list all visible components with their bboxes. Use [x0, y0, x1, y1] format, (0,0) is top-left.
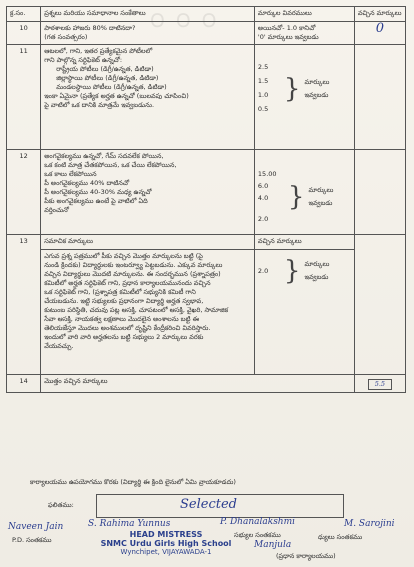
stamp-line: SNMC Urdu Girls High School	[100, 539, 232, 548]
marks-label	[304, 78, 329, 100]
result-label: ఫలితము:	[48, 501, 74, 509]
question-line: అంగవైకల్యము ఉన్నచో, గేమ్ సదవలేక పోయిన,	[44, 152, 164, 160]
marks-label-line: మార్కులు	[308, 186, 334, 194]
given-marks-value: 0	[375, 21, 385, 36]
question-line: ఒక సర్టిఫికెట్ గాని, (ప్రశ్నాపత్ర కమిటీలో సభ్యునికి కమిటీ గాని	[44, 288, 196, 296]
question-line: పీకు అంగవైకల్యము ఉంటే పై వాటిలో ఏది	[44, 197, 148, 205]
header-given: వచ్చిన మార్కులు	[354, 7, 405, 22]
question-line: సేవా ఆసక్తి, నాయకత్వ లక్షణాలు మొదలైన అంశాలను బట్టి ఈ	[44, 315, 200, 323]
header-marks: మార్కుల వివరములు	[254, 7, 354, 22]
marks-label	[308, 186, 333, 208]
marks-value: 2.0	[257, 215, 269, 223]
marks-value: 4.0	[257, 194, 269, 202]
marks-label-line: ఇవ్వబడు	[304, 273, 329, 281]
question-line: జిల్లాస్థాయి పోటీలు (డిగ్రీ/ఉన్నత, డిటిడా)	[56, 74, 159, 82]
row-given	[354, 235, 405, 375]
question-line: వచ్చిన విద్యార్థులు మొదటి మార్కులను. ఈ సందర్భమున (ప్రశ్నాపత్రం)	[44, 270, 221, 278]
row-question	[41, 250, 255, 375]
question-line: ఒక కంటి మాత్ర చేతకపోయిన, ఒక చేయి లేకపోయిన,	[44, 161, 177, 169]
signature-member-label: సభ్యుల సంతకము	[234, 531, 281, 539]
row-given	[354, 22, 405, 45]
marks-label-line: ఇవ్వబడు	[304, 90, 329, 99]
question-line: పీ అంగవైకల్యము 40% దాటినచో	[44, 179, 130, 187]
row-marks	[254, 250, 354, 375]
row-marks	[254, 22, 354, 45]
signature-chair: M. Sarojini	[344, 519, 395, 529]
marks-label-line: మార్కులు	[304, 260, 330, 268]
result-value: Selected	[180, 497, 237, 512]
row-given	[354, 150, 405, 235]
signature-member-3: Manjula	[254, 540, 292, 550]
row-sno: 14	[7, 375, 41, 393]
marks-value: 15.00	[257, 170, 277, 178]
marks-value: 6.0	[257, 182, 269, 190]
row-marks	[254, 150, 354, 235]
marks-values	[258, 170, 288, 224]
row-sno: 13	[7, 235, 41, 375]
stamp-line: Wynchipet, VIJAYAWADA-1	[120, 548, 212, 556]
question-line: ఎగువ ప్రశ్న పత్రములో పీకు వచ్చిన మొత్తం మార్కులను బట్టి (పై	[44, 252, 203, 260]
brace-mark: }	[283, 256, 301, 286]
row-marks	[254, 45, 354, 150]
watermark: ౦ ౦ ౦	[150, 8, 219, 33]
marks-note: '0' మార్కులు ఇవ్వబడు	[257, 33, 319, 41]
row-question-heading: సమాచిక మార్కులు	[41, 235, 255, 250]
row-sno: 11	[7, 45, 41, 150]
question-line: (గత సంవత్సరం)	[44, 33, 88, 41]
row-marks-heading: వచ్చిన మార్కులు	[254, 235, 354, 250]
stamp-line: HEAD MISTRESS	[129, 530, 203, 539]
marks-value: 1.0	[257, 91, 269, 99]
header-question: ప్రశ్నలు మరియు సమాధానాల సంకేతాలు	[41, 7, 255, 22]
marks-value: 1.5	[257, 77, 269, 85]
question-line: ఆటలలో, గాని, ఇతర ప్రత్యేకమైన పోటీలలో	[44, 47, 153, 55]
question-line: తెలియజేస్తూ మొదలు అంశములలో దృష్టిని కేంద్రీకరించి వివరిస్తారు.	[44, 324, 211, 332]
table-header	[7, 7, 406, 22]
marks-label-line: ఇవ్వబడు	[308, 199, 333, 207]
row-sno: 12	[7, 150, 41, 235]
marks-label	[304, 260, 329, 282]
marks-value: 0.5	[257, 105, 269, 113]
brace-mark: }	[287, 182, 305, 212]
principal-label: (ప్రధాన కార్యాలయము)	[276, 552, 336, 560]
office-use-note: కార్యాలయము ఉపయోగము కొరకు (విద్యార్థి ఈ క్రింది లైనులో ఏమి వ్రాయకూడదు)	[30, 478, 236, 486]
question-line: గాని పాల్గొన్న సర్టిఫికెట్ ఉన్నచో:	[44, 56, 123, 64]
question-line: ఒక కాలు లేకపోయిన	[44, 170, 97, 178]
signature-chair-label: ధ్యులు సంతకము	[318, 533, 363, 541]
question-line: వర్తించునో	[44, 206, 70, 214]
signature-member-2: P. Dhanalakshmi	[220, 517, 296, 527]
row-question: మొత్తం వచ్చిన మార్కులు	[41, 375, 355, 393]
table-row	[7, 235, 406, 250]
table-row	[7, 250, 406, 375]
row-question	[41, 150, 255, 235]
question-line: ఇందులో వారి వారి అర్హతలను బట్టి సభ్యులు 2 మార్కులు వరకు	[44, 333, 204, 341]
question-line: కుటుంబ పరిస్థితి, చదువు పట్ల ఆసక్తి, చూపటంలో ఆసక్తి, వైఖరి, సామాజిక	[44, 306, 229, 314]
marks-values	[258, 267, 284, 276]
table-row	[7, 22, 406, 45]
signature-member-1: S. Rahima Yunnus	[88, 519, 171, 529]
marks-values	[258, 63, 284, 114]
signature-pd: Naveen Jain	[8, 522, 64, 532]
marks-note: అయినచో- 1.0 కానిచో	[257, 24, 316, 32]
question-line: పై వాటిలో ఒక దానికి మాత్రమే ఇవ్వబడును.	[44, 101, 155, 109]
row-question	[41, 22, 255, 45]
question-line: చేయబడును. ఇట్టి సభ్యులకు ప్రధానంగా విద్యార్థి అర్హత స్వభావ,	[44, 297, 204, 305]
question-line: మండలస్థాయి పోటీలు (డిగ్రీ/ఉన్నత, డిటిడా)	[56, 83, 167, 91]
row-question	[41, 45, 255, 150]
signature-pd-label: P.D. సంతకము	[12, 536, 52, 544]
marks-value: 2.0	[257, 266, 269, 275]
table-row	[7, 45, 406, 150]
question-line: కమిటీలో అర్హత సర్టిఫికెట్ గాని, ప్రధాన కార్యాలయమునందు వచ్చిన	[44, 279, 211, 287]
row-given	[354, 375, 405, 393]
marks-table	[6, 6, 406, 393]
header-sno: క్ర.సం.	[7, 7, 41, 22]
row-given	[354, 45, 405, 150]
table-row	[7, 150, 406, 235]
question-line: నుండి క్రిందకు) విద్యార్థులకు ఇంటర్వ్యూ పెట్టబడును. ఎక్కువ మార్కులు	[44, 261, 223, 269]
row-sno: 10	[7, 22, 41, 45]
question-line: ఇంకా ఏమైనా (ప్రత్యేక అర్హత ఉన్నచో (బులవపు చూపించి)	[44, 92, 189, 100]
total-marks-value: 5.5	[368, 379, 392, 390]
head-mistress-stamp	[86, 530, 246, 564]
question-line: పీ అంగవైకల్యము 40-30% మధ్య ఉన్నచో	[44, 188, 152, 196]
question-line: వేయవచ్చు.	[44, 342, 74, 350]
brace-mark: }	[283, 73, 301, 104]
question-line: పాఠశాలకు హాజరు 80% దాటినదా?	[44, 24, 136, 32]
marks-value: 2.5	[257, 63, 269, 71]
question-line: రాష్ట్రీయ పోటీలు (డిగ్రీ/ఉన్నత, డిటిడా)	[56, 65, 154, 73]
table-row	[7, 375, 406, 393]
marks-label-line: మార్కులు	[304, 77, 330, 86]
